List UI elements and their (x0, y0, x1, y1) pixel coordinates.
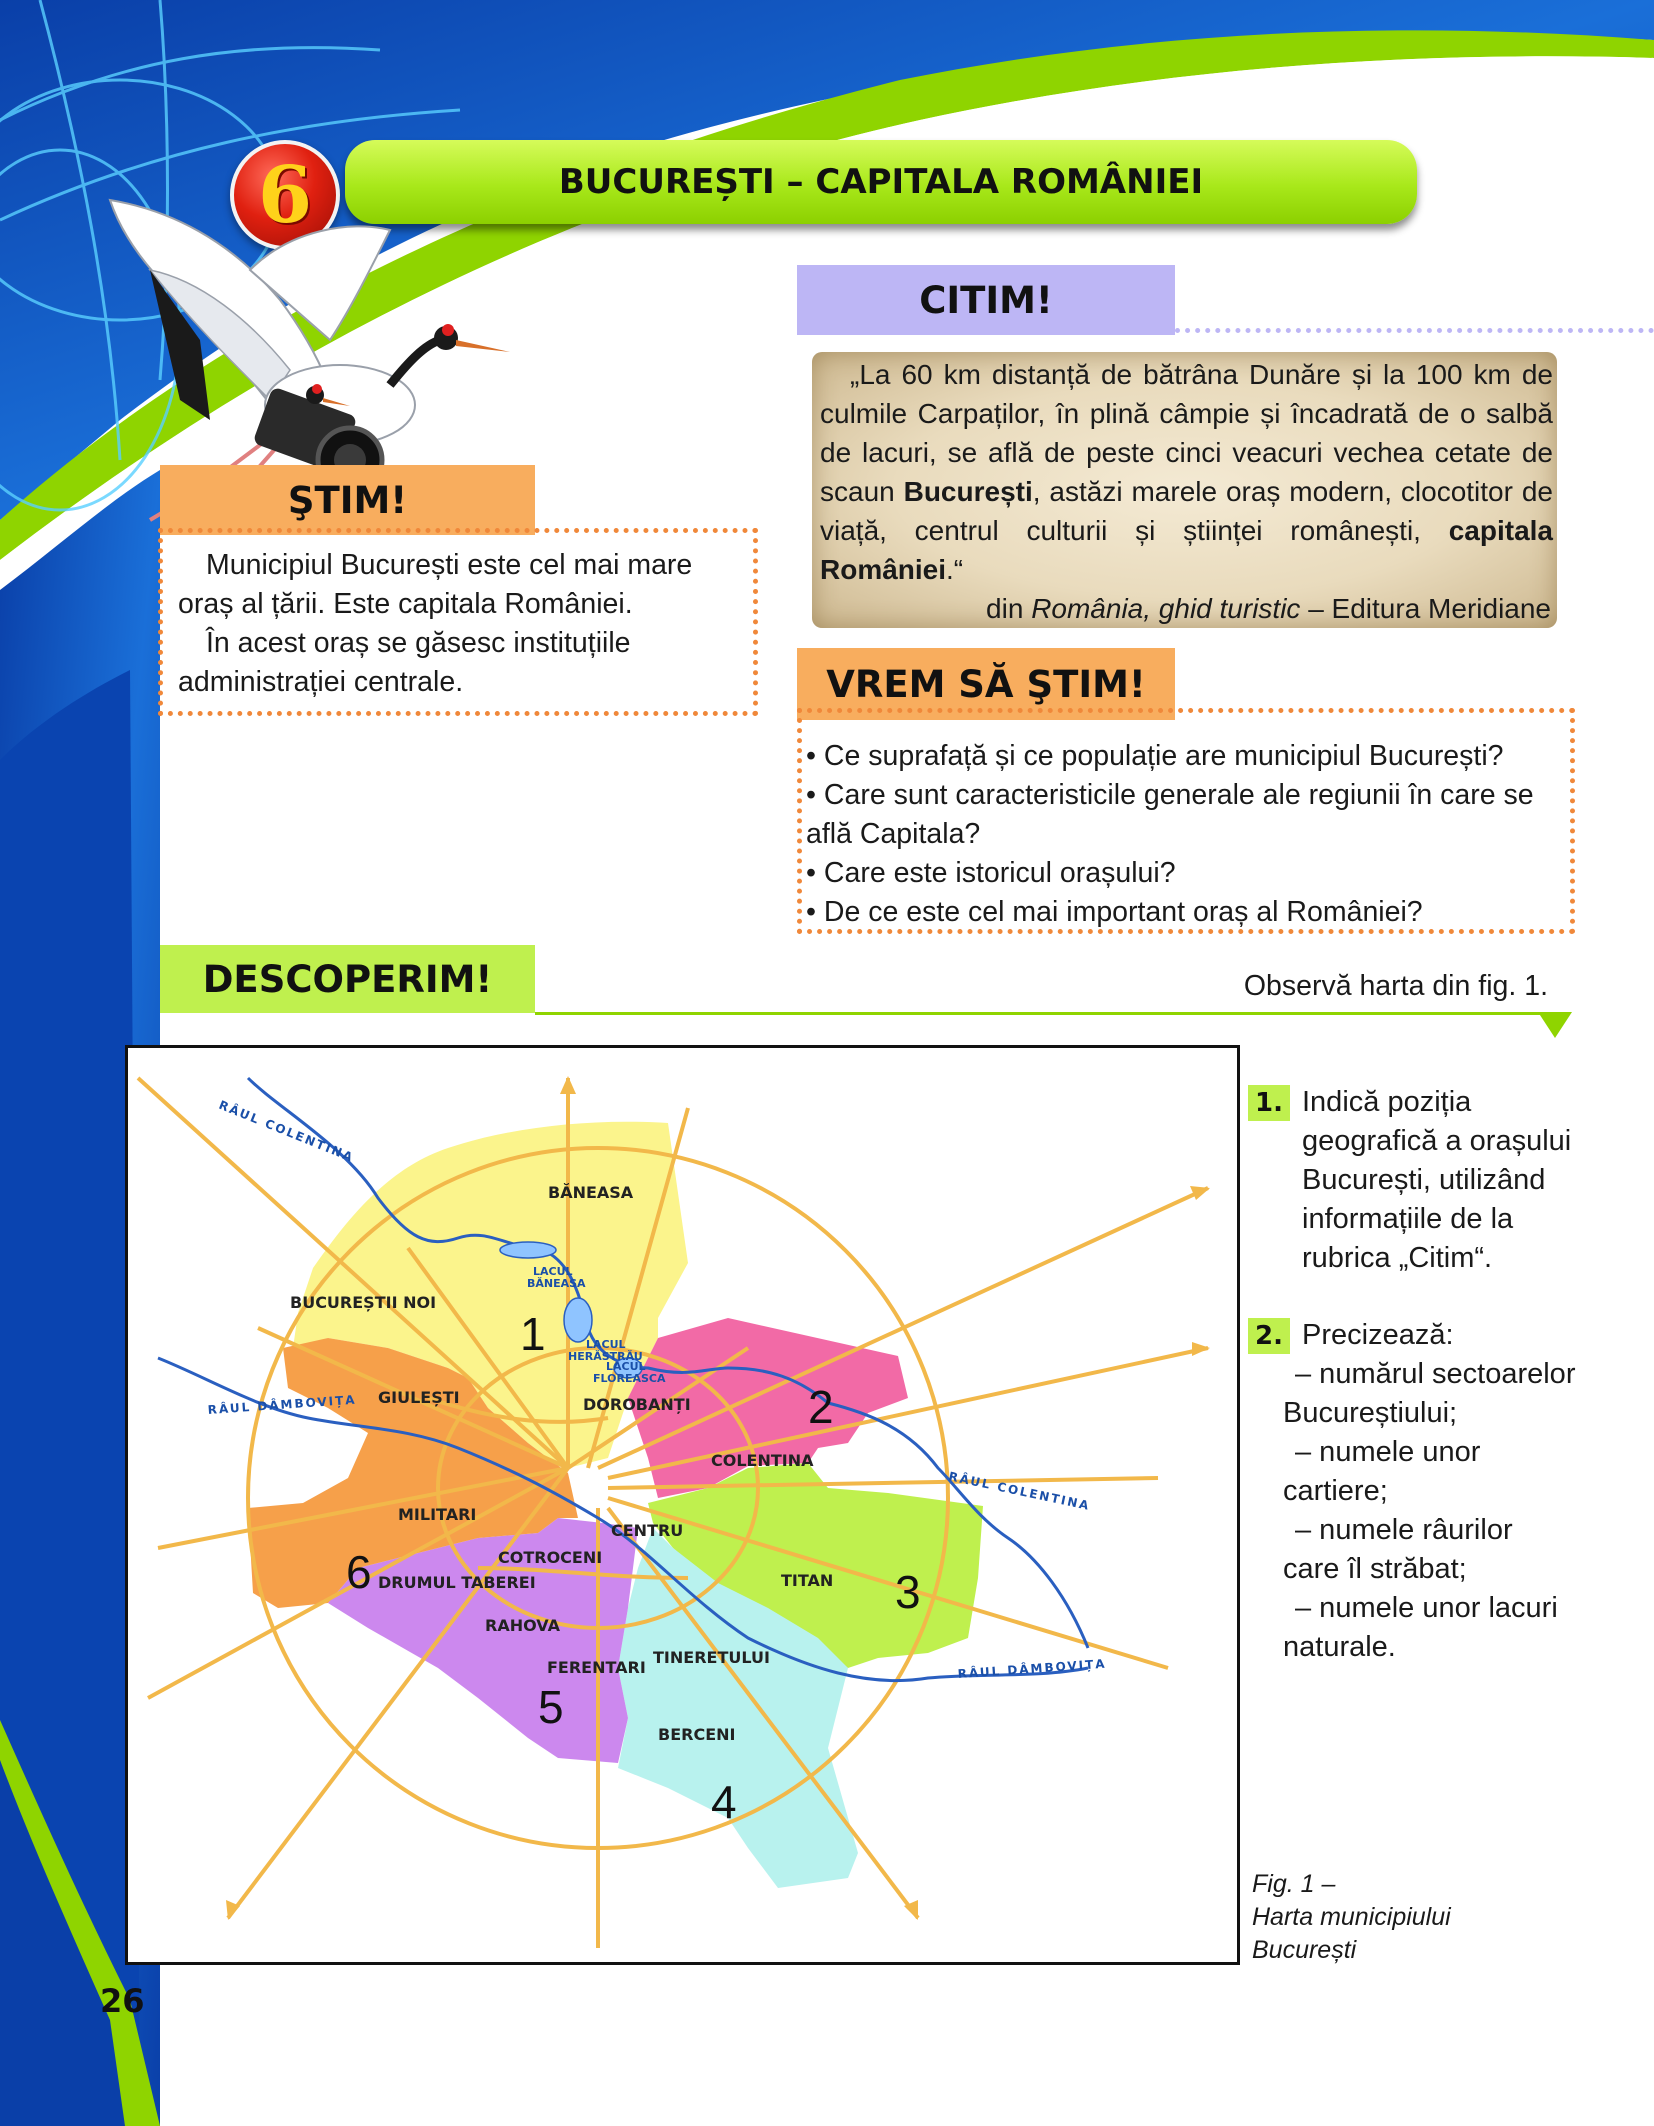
descoperim-label (160, 945, 535, 1013)
lake-floreasca-label-1: LACUL (606, 1360, 646, 1373)
lake-baneasa-shape (500, 1242, 556, 1258)
page-number: 26 (100, 1982, 145, 2020)
sector-4-number: 4 (711, 1776, 737, 1828)
vrem-question-1: • Ce suprafață și ce populație are municipiul București? (806, 740, 1504, 772)
citim-quote (820, 355, 1553, 628)
task-2-line: – numărul sectoarelor (1295, 1358, 1576, 1390)
task-2-heading: Precizează: (1302, 1319, 1454, 1351)
river-dambovita-w-label: RÂUL DÂMBOVIȚA (207, 1392, 358, 1417)
task-2-line: cartiere; (1283, 1475, 1388, 1507)
descoperim-label-text: DESCOPERIM! (202, 957, 493, 1001)
district-bucurestii-noi: BUCUREȘTII NOI (290, 1293, 437, 1312)
sector-2-number: 2 (808, 1381, 834, 1433)
district-cotroceni: COTROCENI (498, 1548, 603, 1567)
quote-end: .“ (946, 554, 964, 585)
district-militari: MILITARI (398, 1505, 477, 1524)
source-suffix: – Editura Meridiane (1300, 593, 1551, 624)
river-dambovita-e-label: RÂUL DÂMBOVIȚA (957, 1656, 1108, 1681)
river-colentina-nw-label: RÂUL COLENTINA (216, 1097, 357, 1165)
district-rahova: RAHOVA (485, 1616, 560, 1635)
task-1-text (1302, 1083, 1571, 1278)
district-dorobanti: DOROBANȚI (583, 1395, 691, 1414)
source-title: România, ghid turistic (1031, 593, 1301, 624)
task-2-line: – numele unor lacuri (1295, 1592, 1558, 1624)
stim-paragraph-2: În acest oraș se găsesc instituțiile administrației centrale. (178, 627, 631, 698)
lesson-number: 6 (257, 149, 313, 241)
descoperim-hint: Observă harta din fig. 1. (1243, 970, 1548, 1002)
task-1-number: 1. (1248, 1085, 1290, 1121)
district-ferentari: FERENTARI (547, 1658, 646, 1677)
task-2-line: Bucureștiului; (1283, 1397, 1458, 1429)
citim-label (797, 265, 1175, 335)
lesson-title: BUCUREȘTI – CAPITALA ROMÂNIEI (558, 162, 1204, 202)
stim-label (160, 465, 535, 535)
district-baneasa: BĂNEASA (548, 1183, 634, 1202)
task-2 (1248, 1318, 1648, 1667)
stim-box-left (158, 528, 163, 716)
source-prefix: din (986, 593, 1032, 624)
sector-6-number: 6 (346, 1546, 372, 1598)
sector-5-number: 5 (538, 1681, 564, 1733)
district-colentina: COLENTINA (711, 1451, 814, 1470)
lake-baneasa-label-2: BĂNEASA (527, 1277, 586, 1290)
descoperim-rule (535, 1012, 1555, 1015)
task-2-number: 2. (1248, 1318, 1290, 1354)
task-1-line: geografică a orașului (1302, 1125, 1572, 1157)
lake-herastrau-label-2: HERĂSTRĂU (568, 1350, 643, 1363)
stim-paragraph-1: Municipiul București este cel mai mare oraș al țării. Este capitala României. (178, 549, 693, 620)
task-2-text (1283, 1355, 1648, 1667)
stim-label-text: ŞTIM! (287, 478, 408, 522)
vrem-question-2: • Care sunt caracteristicile generale ale regiunii în care se află Capitala? (806, 779, 1534, 850)
lake-baneasa-label-1: LACUL (533, 1265, 573, 1278)
vrem-question-3: • Care este istoricul orașului? (806, 857, 1176, 889)
figure-caption (1252, 1868, 1552, 1967)
sector-1-number: 1 (520, 1308, 546, 1360)
lake-floreasca-label-2: FLOREASCA (593, 1372, 666, 1385)
map-svg (128, 1048, 1240, 1965)
vrem-label-text: VREM SĂ ŞTIM! (826, 662, 1146, 706)
stim-text (178, 546, 740, 702)
task-1-line: informațiile de la (1302, 1203, 1514, 1235)
sector-3-number: 3 (895, 1566, 921, 1618)
district-drumul-taberei: DRUMUL TABEREI (378, 1573, 536, 1592)
river-colentina-e-label: RÂUL COLENTINA (947, 1469, 1092, 1514)
quote-part-2: , astăzi marele oraș modern, clocotitor de viață, centrul culturii și științei românești, (820, 476, 1553, 546)
district-tineretului: TINERETULUI (653, 1648, 770, 1667)
bucharest-map (125, 1045, 1240, 1965)
descoperim-arrow-icon (1538, 1012, 1572, 1038)
district-titan: TITAN (781, 1571, 834, 1590)
caption-line-1: Fig. 1 – (1252, 1870, 1336, 1898)
task-2-line: – numele râurilor (1295, 1514, 1513, 1546)
district-centru: CENTRU (611, 1521, 684, 1540)
citim-dotted-line (1175, 328, 1654, 333)
task-1 (1248, 1085, 1638, 1278)
task-1-line: rubrica „Citim“. (1302, 1242, 1493, 1274)
caption-line-3: București (1252, 1936, 1357, 1964)
citim-label-text: CITIM! (919, 278, 1053, 322)
vrem-questions (806, 737, 1566, 932)
quote-bold-1: București (903, 476, 1033, 507)
task-2-line: care îl străbat; (1283, 1553, 1467, 1585)
task-2-line: – numele unor (1295, 1436, 1481, 1468)
vrem-question-4: • De ce este cel mai important oraș al României? (806, 896, 1423, 928)
quote-bold-2: capitala României (820, 515, 1553, 585)
quote-source (820, 589, 1553, 628)
lake-herastrau-label-1: LACUL (586, 1338, 626, 1351)
district-giulesti: GIULEȘTI (378, 1388, 460, 1407)
lake-herastrau-shape (564, 1298, 592, 1342)
district-berceni: BERCENI (658, 1725, 736, 1744)
task-1-line: București, utilizând (1302, 1164, 1546, 1196)
quote-part-1: „La 60 km distanță de bătrâna Dunăre și la 100 km de culmile Carpaților, în plină câmpie și încadrată de o salbă de lacuri, se află de peste cinci veacuri vechea cetate de scaun (820, 359, 1553, 507)
task-2-line: naturale. (1283, 1631, 1396, 1663)
task-1-line: Indică poziția (1302, 1086, 1472, 1118)
caption-line-2: Harta municipiului (1252, 1903, 1451, 1931)
